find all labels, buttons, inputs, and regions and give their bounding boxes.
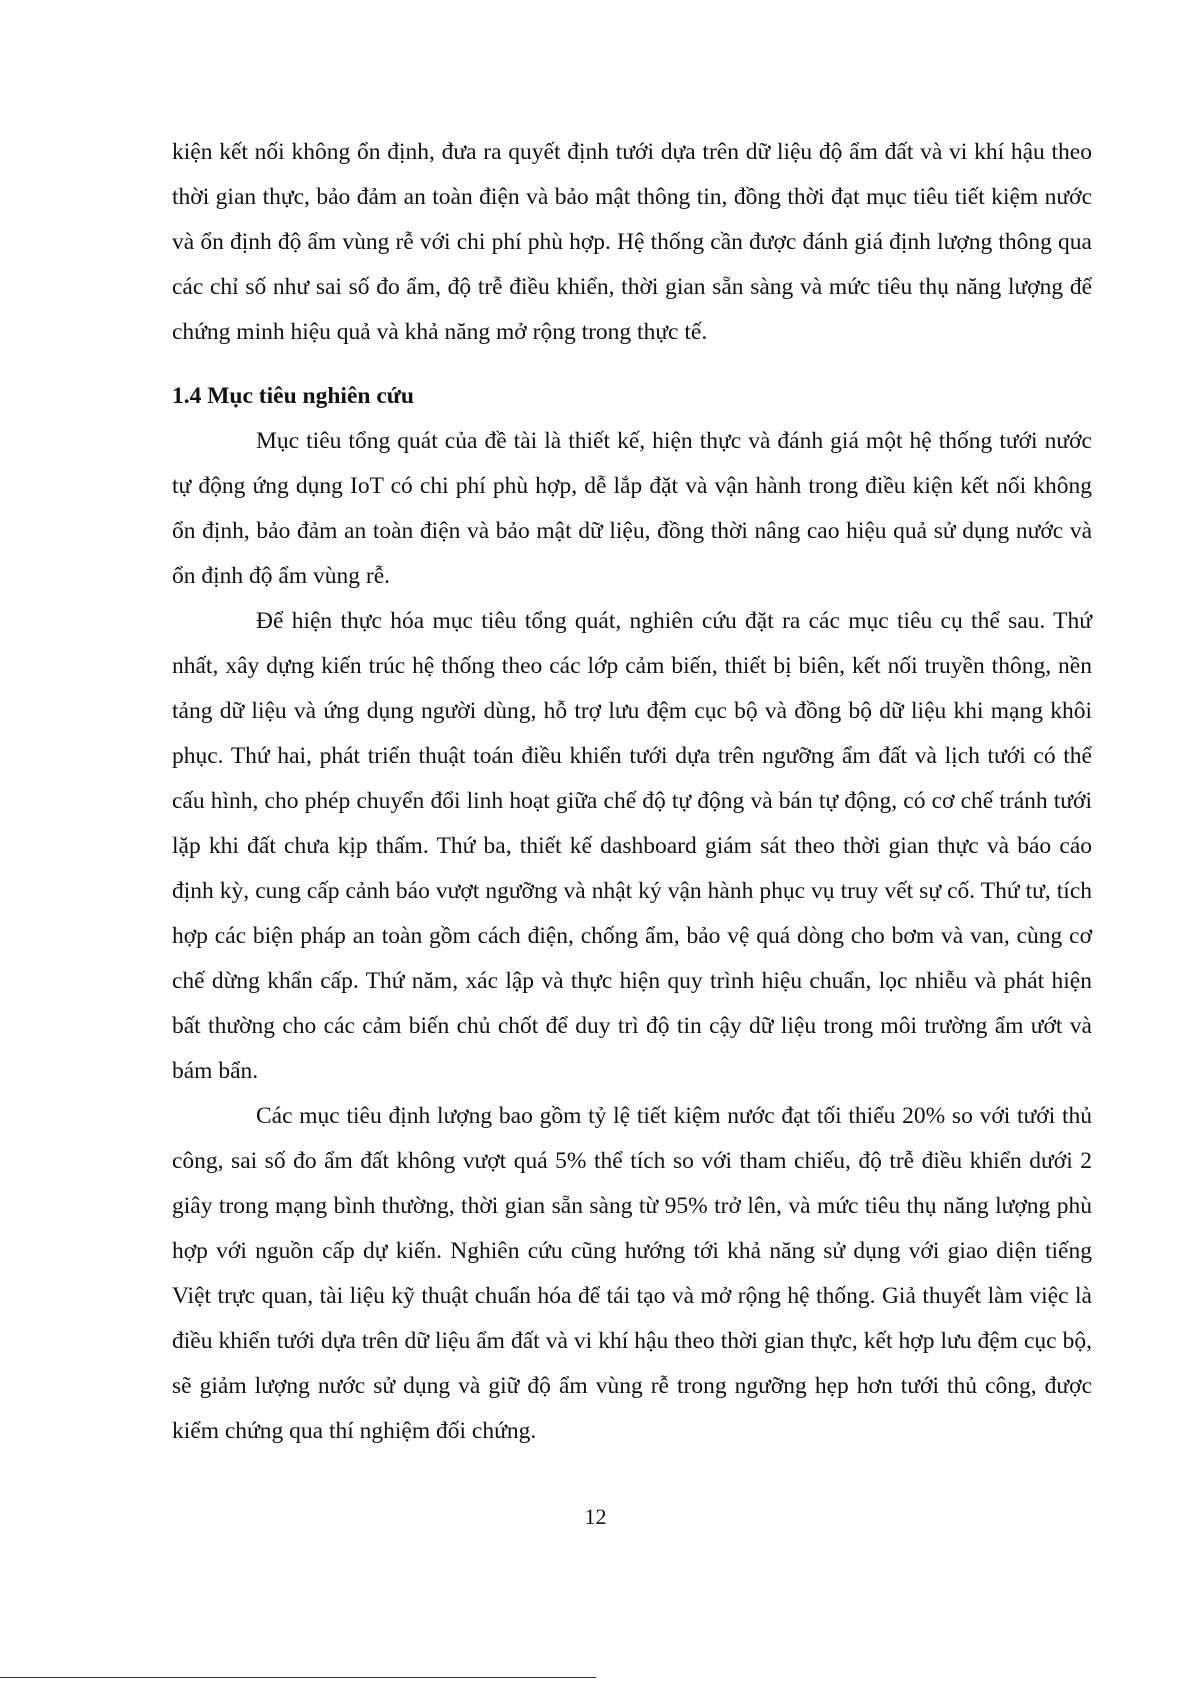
section-heading: 1.4 Mục tiêu nghiên cứu	[172, 383, 414, 409]
intro-paragraph: kiện kết nối không ổn định, đưa ra quyết định tưới dựa trên dữ liệu độ ẩm đất và vi khí hậu theo thời gian thực, bảo đảm an toàn điện và bảo mật thông tin, đồng thời đạt mục tiêu tiết kiệm nước và ổn định độ ẩm vùng rễ với chi phí phù hợp. Hệ thống cần được đánh giá định lượng thông qua các chỉ số như sai số đo ẩm, độ trễ điều khiển, thời gian sẵn sàng và mức tiêu thụ năng lượng để chứng minh hiệu quả và khả năng mở rộng trong thực tế.	[172, 139, 1092, 345]
footer-divider	[0, 1677, 596, 1678]
paragraph-general-objective: Mục tiêu tổng quát của đề tài là thiết kế, hiện thực và đánh giá một hệ thống tưới nước tự động ứng dụng IoT có chi phí phù hợp, dễ lắp đặt và vận hành trong điều kiện kết nối không ổn định, bảo đảm an toàn điện và bảo mật dữ liệu, đồng thời nâng cao hiệu quả sử dụng nước và ổn định độ ẩm vùng rễ.	[172, 428, 1092, 589]
page-body	[172, 130, 1092, 1454]
paragraph-specific-objectives: Để hiện thực hóa mục tiêu tổng quát, nghiên cứu đặt ra các mục tiêu cụ thể sau. Thứ nhất, xây dựng kiến trúc hệ thống theo các lớp cảm biến, thiết bị biên, kết nối truyền thông, nền tảng dữ liệu và ứng dụng người dùng, hỗ trợ lưu đệm cục bộ và đồng bộ dữ liệu khi mạng khôi phục. Thứ hai, phát triển thuật toán điều khiển tưới dựa trên ngưỡng ẩm đất và lịch tưới có thể cấu hình, cho phép chuyển đổi linh hoạt giữa chế độ tự động và bán tự động, có cơ chế tránh tưới lặp khi đất chưa kịp thấm. Thứ ba, thiết kế dashboard giám sát theo thời gian thực và báo cáo định kỳ, cung cấp cảnh báo vượt ngưỡng và nhật ký vận hành phục vụ truy vết sự cố. Thứ tư, tích hợp các biện pháp an toàn gồm cách điện, chống ẩm, bảo vệ quá dòng cho bơm và van, cùng cơ chế dừng khẩn cấp. Thứ năm, xác lập và thực hiện quy trình hiệu chuẩn, lọc nhiễu và phát hiện bất thường cho các cảm biến chủ chốt để duy trì độ tin cậy dữ liệu trong môi trường ẩm ướt và bám bẩn.	[172, 608, 1092, 1084]
page-number: 12	[584, 1504, 607, 1529]
paragraph-quantitative-objectives: Các mục tiêu định lượng bao gồm tỷ lệ tiết kiệm nước đạt tối thiểu 20% so với tưới thủ công, sai số đo ẩm đất không vượt quá 5% thể tích so với tham chiếu, độ trễ điều khiển dưới 2 giây trong mạng bình thường, thời gian sẵn sàng từ 95% trở lên, và mức tiêu thụ năng lượng phù hợp với nguồn cấp dự kiến. Nghiên cứu cũng hướng tới khả năng sử dụng với giao diện tiếng Việt trực quan, tài liệu kỹ thuật chuẩn hóa để tái tạo và mở rộng hệ thống. Giả thuyết làm việc là điều khiển tưới dựa trên dữ liệu ẩm đất và vi khí hậu theo thời gian thực, kết hợp lưu đệm cục bộ, sẽ giảm lượng nước sử dụng và giữ độ ẩm vùng rễ trong ngưỡng hẹp hơn tưới thủ công, được kiểm chứng qua thí nghiệm đối chứng.	[172, 1103, 1092, 1444]
